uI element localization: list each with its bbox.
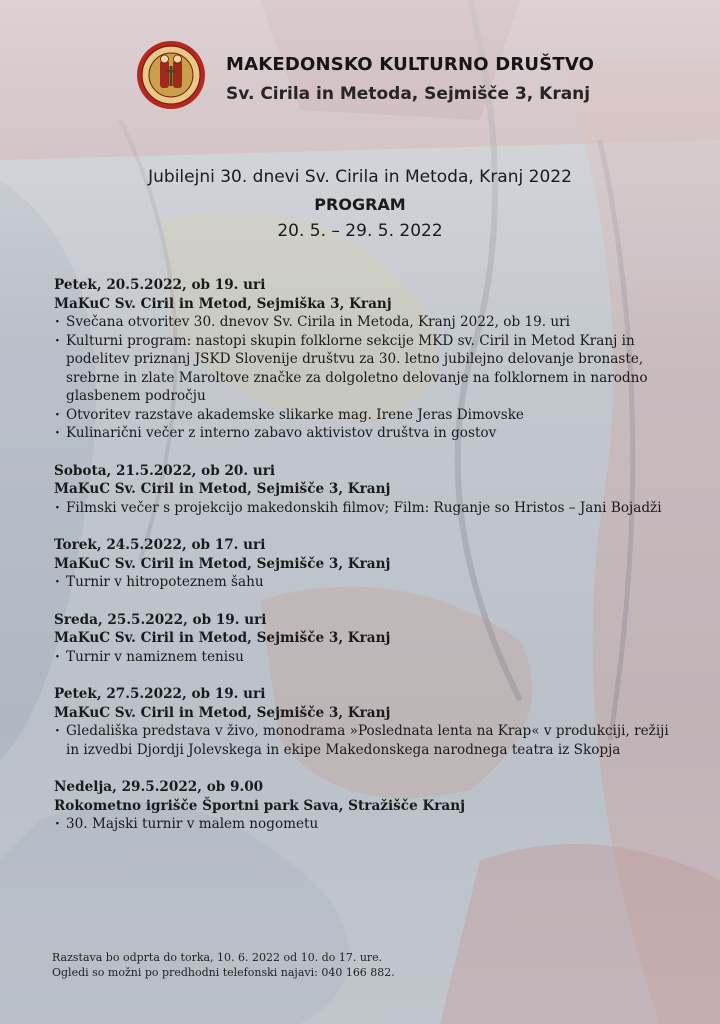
event-items [54,815,684,834]
event-items [54,573,684,592]
event-location: Rokometno igrišče Športni park Sava, Stražišče Kranj [54,797,466,814]
program-title: Jubilejni 30. dnevi Sv. Cirila in Metoda, Kranj 2022 [148,167,572,187]
organization-header [226,54,594,105]
event-date: Petek, 20.5.2022, ob 19. uri [54,277,266,293]
event-location: MaKuC Sv. Ciril in Metod, Sejmišče 3, Kranj [54,630,391,646]
program-heading [0,164,720,245]
program-event [54,276,684,443]
program-event [54,778,684,834]
event-item: · 30. Majski turnir v malem nogometu [54,815,684,834]
program-event [54,536,684,592]
program-dates: 20. 5. – 29. 5. 2022 [277,221,443,241]
event-items [54,499,684,518]
organization-name: MAKEDONSKO KULTURNO DRUŠTVO [226,54,595,75]
event-location: MaKuC Sv. Ciril in Metod, Sejmišče 3, Kranj [54,704,391,721]
organization-address: Sv. Cirila in Metoda, Sejmišče 3, Kranj [226,84,591,104]
event-date: Sobota, 21.5.2022, ob 20. uri [54,462,276,479]
event-date: Torek, 24.5.2022, ob 17. uri [54,537,266,553]
event-item: · Turnir v hitropoteznem šahu [54,573,684,592]
event-item: · Kulturni program: nastopi skupin folklorne sekcije MKD sv. Ciril in Metod Kranj in podelitev priznanj JSKD Slovenije društvu za 30. letno jubilejno delovanje bronaste, srebrne in zlate Maroltove značke za dolgoletno delovanje na folklornem in narodno glasbenem področju [54,332,684,406]
footer-line-contact: Ogledi so možni po predhodni telefonski najavi: 040 166 882. [52,966,395,979]
event-location: MaKuC Sv. Ciril in Metod, Sejmišče 3, Kranj [54,481,391,497]
program-event [54,462,684,518]
program-list [54,276,684,853]
footer-note [52,950,395,980]
program-event [54,611,684,667]
event-date: Sreda, 25.5.2022, ob 19. uri [54,611,267,628]
event-items [54,722,684,759]
event-date: Nedelja, 29.5.2022, ob 9.00 [54,779,264,795]
event-items [54,648,684,667]
event-date: Petek, 27.5.2022, ob 19. uri [54,686,266,702]
footer-line-exhibition: Razstava bo odprta do torka, 10. 6. 2022 od 10. do 17. ure. [52,951,383,964]
event-location: MaKuC Sv. Ciril in Metod, Sejmiška 3, Kranj [54,295,392,312]
program-event [54,685,684,759]
program-label: PROGRAM [314,195,406,214]
emblem-icon [136,40,206,110]
event-item: · Gledališka predstava v živo, monodrama »Poslednata lenta na Krap« v produkciji, režiji in izvedbi Djordji Jolevskega in ekipe Makedonskega narodnega teatra iz Skopja [54,722,684,759]
event-location: MaKuC Sv. Ciril in Metod, Sejmišče 3, Kranj [54,555,391,572]
event-items [54,313,684,443]
event-item: · Svečana otvoritev 30. dnevov Sv. Cirila in Metoda, Kranj 2022, ob 19. uri [54,313,684,332]
event-item: · Otvoritev razstave akademske slikarke mag. Irene Jeras Dimovske [54,406,684,425]
event-item: · Kulinarični večer z interno zabavo aktivistov društva in gostov [54,424,684,443]
event-item: · Turnir v namiznem tenisu [54,648,684,667]
event-item: · Filmski večer s projekcijo makedonskih filmov; Film: Ruganje so Hristos – Jani Bojadži [54,499,684,518]
